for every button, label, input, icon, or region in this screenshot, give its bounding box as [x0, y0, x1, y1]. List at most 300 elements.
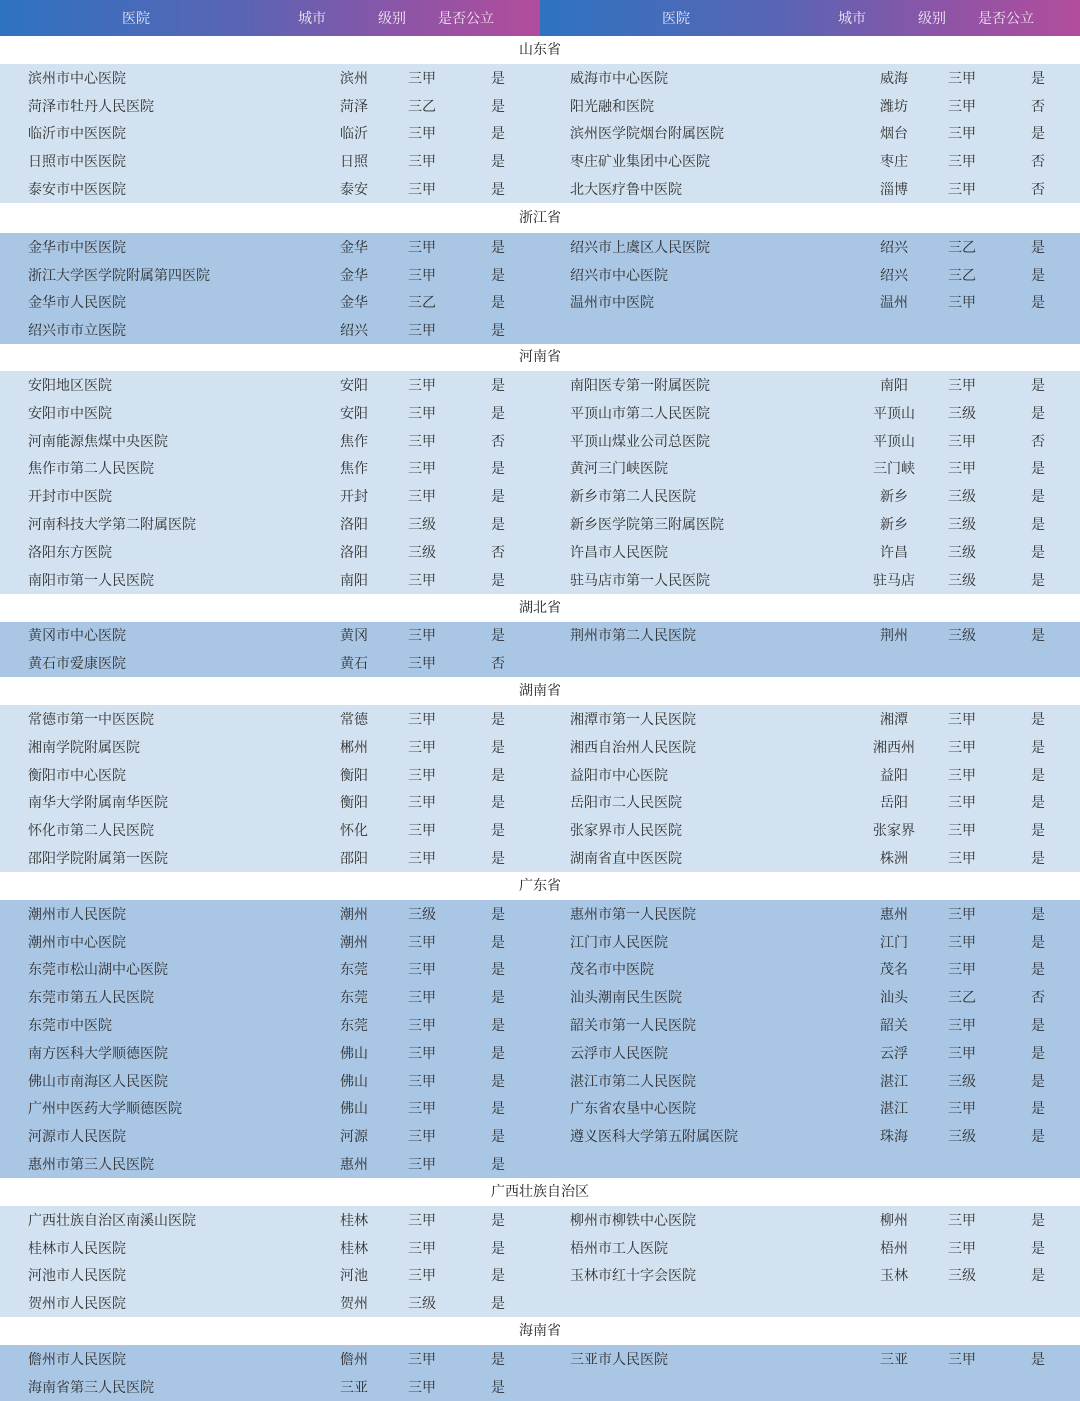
public-status-cell: 是: [491, 267, 505, 284]
table-header-right: [540, 0, 1080, 36]
hospital-name: 东莞市第五人民医院: [28, 990, 154, 1007]
public-status-cell: 是: [491, 378, 505, 395]
table-row: [540, 371, 1080, 399]
city-cell: 惠州: [340, 1156, 368, 1173]
level-cell: 三甲: [408, 795, 436, 812]
table-row: [540, 510, 1080, 538]
public-status-cell: 是: [1031, 1268, 1045, 1285]
table-row: [540, 261, 1080, 289]
level-cell: 三甲: [948, 823, 976, 840]
city-cell: 驻马店: [873, 572, 915, 589]
city-cell: 黄冈: [340, 628, 368, 645]
table-row: [0, 705, 540, 733]
level-cell: 三甲: [948, 154, 976, 171]
public-status-cell: 是: [491, 1268, 505, 1285]
level-cell: 三甲: [408, 378, 436, 395]
right-column: [540, 64, 1080, 203]
table-row: [540, 233, 1080, 261]
city-cell: 江门: [880, 934, 908, 951]
public-status-cell: 是: [1031, 1129, 1045, 1146]
public-status-cell: 是: [491, 98, 505, 115]
public-status-cell: 是: [1031, 572, 1045, 589]
hospital-name: 许昌市人民医院: [570, 544, 668, 561]
public-status-cell: 是: [491, 1379, 505, 1396]
level-cell: 三甲: [948, 1351, 976, 1368]
table-row: [0, 1234, 540, 1262]
hospital-name: 怀化市第二人民医院: [28, 823, 154, 840]
public-status-cell: 是: [491, 767, 505, 784]
city-cell: 平顶山: [873, 405, 915, 422]
hospital-name: 张家界市人民医院: [570, 823, 682, 840]
level-cell: 三甲: [948, 934, 976, 951]
city-cell: 许昌: [880, 544, 908, 561]
hospital-name: 绍兴市市立医院: [28, 323, 126, 340]
level-cell: 三甲: [408, 1240, 436, 1257]
city-cell: 常德: [340, 712, 368, 729]
hospital-name: 三亚市人民医院: [570, 1351, 668, 1368]
public-status-cell: 是: [491, 1018, 505, 1034]
level-cell: 三甲: [408, 962, 436, 979]
level-cell: 三甲: [948, 1212, 976, 1229]
province-heading: 浙江省: [0, 203, 1080, 233]
city-cell: 佛山: [340, 1045, 368, 1062]
table-row: [0, 733, 540, 761]
hospital-name: 新乡医学院第三附属医院: [570, 517, 724, 534]
city-cell: 云浮: [880, 1045, 908, 1062]
city-cell: 焦作: [340, 433, 368, 450]
hospital-name: 开封市中医院: [28, 489, 112, 506]
city-cell: 河源: [340, 1129, 368, 1146]
level-cell: 三甲: [408, 405, 436, 422]
hospital-name: 茂名市中医院: [570, 962, 654, 979]
public-status-cell: 是: [1031, 739, 1045, 756]
public-status-cell: 否: [491, 433, 505, 450]
right-column: [540, 1345, 1080, 1401]
table-row: [540, 1039, 1080, 1067]
hospital-name: 安阳地区医院: [28, 378, 112, 395]
public-status-cell: 是: [1031, 517, 1045, 534]
level-cell: 三甲: [408, 323, 436, 340]
public-status-cell: 是: [491, 962, 505, 979]
city-cell: 三亚: [340, 1379, 368, 1396]
left-column: [0, 371, 540, 593]
public-status-cell: 是: [1031, 295, 1045, 312]
city-cell: 日照: [340, 154, 368, 171]
public-status-cell: 是: [491, 295, 505, 312]
city-cell: 衡阳: [340, 767, 368, 784]
level-cell: 三甲: [948, 1018, 976, 1034]
hospital-name: 黄石市爱康医院: [28, 656, 126, 673]
table-row: [540, 622, 1080, 650]
table-row: [0, 844, 540, 872]
city-cell: 绍兴: [880, 239, 908, 256]
hospital-name: 常德市第一中医医院: [28, 712, 154, 729]
left-column: [0, 233, 540, 344]
city-cell: 安阳: [340, 405, 368, 422]
hospital-name: 南阳医专第一附属医院: [570, 378, 710, 395]
level-cell: 三甲: [408, 1156, 436, 1173]
public-status-cell: 是: [491, 712, 505, 729]
table-row: [540, 1373, 1080, 1401]
hospital-name: 湘潭市第一人民医院: [570, 712, 696, 729]
level-cell: 三甲: [948, 1240, 976, 1257]
level-cell: 三级: [408, 544, 436, 561]
hospital-table-body: [0, 36, 1080, 1401]
public-status-cell: 是: [1031, 267, 1045, 284]
level-cell: 三甲: [408, 628, 436, 645]
right-column: [540, 1206, 1080, 1317]
level-cell: 三乙: [948, 990, 976, 1007]
public-status-cell: 是: [491, 489, 505, 506]
table-row: [540, 566, 1080, 594]
level-cell: 三级: [948, 544, 976, 561]
city-cell: 张家界: [873, 823, 915, 840]
level-cell: 三乙: [948, 267, 976, 284]
city-cell: 湛江: [880, 1101, 908, 1118]
public-status-cell: 是: [1031, 461, 1045, 478]
right-column: [540, 371, 1080, 593]
header-city: 城市: [838, 11, 866, 27]
city-cell: 温州: [880, 295, 908, 312]
level-cell: 三级: [408, 1296, 436, 1313]
table-row: [0, 1345, 540, 1373]
hospital-name: 浙江大学医学院附属第四医院: [28, 267, 210, 284]
hospital-name: 湘西自治州人民医院: [570, 739, 696, 756]
level-cell: 三甲: [948, 461, 976, 478]
hospital-name: 衡阳市中心医院: [28, 767, 126, 784]
public-status-cell: 是: [491, 239, 505, 256]
public-status-cell: 是: [1031, 1101, 1045, 1118]
table-row: [0, 289, 540, 317]
public-status-cell: 是: [491, 1101, 505, 1118]
hospital-name: 云浮市人民医院: [570, 1045, 668, 1062]
table-row: [0, 233, 540, 261]
public-status-cell: 是: [1031, 712, 1045, 729]
table-row: [0, 1289, 540, 1317]
left-column: [0, 900, 540, 1178]
city-cell: 金华: [340, 267, 368, 284]
level-cell: 三甲: [948, 906, 976, 923]
hospital-name: 儋州市人民医院: [28, 1351, 126, 1368]
table-row: [540, 816, 1080, 844]
left-column: [0, 1206, 540, 1317]
table-row: [0, 1373, 540, 1401]
province-heading: 河南省: [0, 344, 1080, 371]
public-status-cell: 是: [1031, 544, 1045, 561]
city-cell: 湘潭: [880, 712, 908, 729]
public-status-cell: 否: [491, 544, 505, 561]
left-column: [0, 1345, 540, 1401]
city-cell: 洛阳: [340, 517, 368, 534]
hospital-name: 北大医疗鲁中医院: [570, 182, 682, 199]
city-cell: 茂名: [880, 962, 908, 979]
city-cell: 贺州: [340, 1296, 368, 1313]
city-cell: 绍兴: [880, 267, 908, 284]
city-cell: 淄博: [880, 182, 908, 199]
level-cell: 三甲: [408, 1018, 436, 1034]
hospital-name: 遵义医科大学第五附属医院: [570, 1129, 738, 1146]
city-cell: 潮州: [340, 934, 368, 951]
table-row: [0, 900, 540, 928]
header-hospital: 医院: [122, 11, 150, 27]
level-cell: 三乙: [408, 98, 436, 115]
level-cell: 三级: [948, 1268, 976, 1285]
table-header: [0, 0, 1080, 36]
table-row: [540, 64, 1080, 92]
city-cell: 东莞: [340, 990, 368, 1007]
public-status-cell: 是: [491, 182, 505, 199]
public-status-cell: 是: [491, 461, 505, 478]
public-status-cell: 是: [491, 823, 505, 840]
table-row: [540, 482, 1080, 510]
level-cell: 三级: [408, 906, 436, 923]
hospital-name: 黄河三门峡医院: [570, 461, 668, 478]
hospital-name: 湘南学院附属医院: [28, 739, 140, 756]
hospital-name: 广州中医药大学顺德医院: [28, 1101, 182, 1118]
hospital-name: 柳州市柳铁中心医院: [570, 1212, 696, 1229]
public-status-cell: 否: [1031, 154, 1045, 171]
city-cell: 潮州: [340, 906, 368, 923]
table-row: [540, 1011, 1080, 1039]
table-row: [540, 92, 1080, 120]
header-city: 城市: [298, 11, 326, 27]
table-row: [540, 1095, 1080, 1123]
city-cell: 安阳: [340, 378, 368, 395]
public-status-cell: 是: [491, 323, 505, 340]
hospital-name: 江门市人民医院: [570, 934, 668, 951]
table-row: [0, 1261, 540, 1289]
city-cell: 益阳: [880, 767, 908, 784]
city-cell: 汕头: [880, 990, 908, 1007]
left-column: [0, 705, 540, 872]
city-cell: 新乡: [880, 489, 908, 506]
public-status-cell: 是: [491, 1351, 505, 1368]
level-cell: 三甲: [408, 934, 436, 951]
hospital-name: 惠州市第一人民医院: [570, 906, 696, 923]
city-cell: 南阳: [880, 378, 908, 395]
header-level: 级别: [918, 11, 946, 27]
table-row: [540, 1206, 1080, 1234]
public-status-cell: 是: [1031, 1240, 1045, 1257]
table-row: [540, 1345, 1080, 1373]
city-cell: 金华: [340, 295, 368, 312]
hospital-name: 河池市人民医院: [28, 1268, 126, 1285]
table-row: [0, 510, 540, 538]
table-row: [540, 455, 1080, 483]
hospital-name: 南华大学附属南华医院: [28, 795, 168, 812]
hospital-name: 绍兴市上虞区人民医院: [570, 239, 710, 256]
province-section: [0, 622, 1080, 678]
table-row: [540, 1289, 1080, 1317]
level-cell: 三甲: [408, 656, 436, 673]
city-cell: 河池: [340, 1268, 368, 1285]
public-status-cell: 是: [491, 851, 505, 868]
hospital-name: 黄冈市中心医院: [28, 628, 126, 645]
level-cell: 三级: [948, 1129, 976, 1146]
province-heading: 山东省: [0, 36, 1080, 64]
public-status-cell: 是: [1031, 126, 1045, 143]
level-cell: 三甲: [408, 1212, 436, 1229]
table-row: [0, 147, 540, 175]
level-cell: 三甲: [408, 433, 436, 450]
table-row: [0, 928, 540, 956]
hospital-name: 广东省农垦中心医院: [570, 1101, 696, 1118]
level-cell: 三甲: [408, 154, 436, 171]
public-status-cell: 是: [491, 934, 505, 951]
public-status-cell: 是: [1031, 239, 1045, 256]
hospital-name: 邵阳学院附属第一医院: [28, 851, 168, 868]
hospital-name: 金华市人民医院: [28, 295, 126, 312]
table-row: [0, 761, 540, 789]
table-row: [540, 733, 1080, 761]
public-status-cell: 是: [491, 1296, 505, 1313]
city-cell: 平顶山: [873, 433, 915, 450]
city-cell: 儋州: [340, 1351, 368, 1368]
hospital-name: 洛阳东方医院: [28, 544, 112, 561]
level-cell: 三级: [948, 572, 976, 589]
level-cell: 三甲: [948, 126, 976, 143]
right-column: [540, 705, 1080, 872]
public-status-cell: 否: [1031, 98, 1045, 115]
table-row: [540, 983, 1080, 1011]
public-status-cell: 是: [1031, 767, 1045, 784]
level-cell: 三甲: [948, 1045, 976, 1062]
level-cell: 三甲: [408, 70, 436, 87]
city-cell: 株洲: [880, 851, 908, 868]
hospital-name: 绍兴市中心医院: [570, 267, 668, 284]
city-cell: 湘西州: [873, 739, 915, 756]
table-row: [0, 1095, 540, 1123]
table-row: [540, 900, 1080, 928]
table-row: [540, 1234, 1080, 1262]
province-heading: 湖北省: [0, 594, 1080, 622]
level-cell: 三乙: [408, 295, 436, 312]
public-status-cell: 是: [491, 154, 505, 171]
hospital-name: 玉林市红十字会医院: [570, 1268, 696, 1285]
table-row: [540, 147, 1080, 175]
level-cell: 三甲: [948, 433, 976, 450]
public-status-cell: 否: [1031, 182, 1045, 199]
hospital-name: 温州市中医院: [570, 295, 654, 312]
city-cell: 荆州: [880, 628, 908, 645]
table-row: [540, 844, 1080, 872]
city-cell: 佛山: [340, 1073, 368, 1090]
level-cell: 三甲: [408, 572, 436, 589]
public-status-cell: 否: [491, 656, 505, 673]
level-cell: 三级: [408, 517, 436, 534]
city-cell: 开封: [340, 489, 368, 506]
table-row: [540, 649, 1080, 677]
province-heading: 海南省: [0, 1317, 1080, 1345]
table-row: [540, 956, 1080, 984]
header-hospital: 医院: [662, 11, 690, 27]
city-cell: 金华: [340, 239, 368, 256]
public-status-cell: 是: [491, 70, 505, 87]
left-column: [0, 64, 540, 203]
table-row: [540, 705, 1080, 733]
city-cell: 邵阳: [340, 851, 368, 868]
table-row: [0, 1011, 540, 1039]
public-status-cell: 是: [1031, 851, 1045, 868]
left-column: [0, 622, 540, 678]
hospital-name: 贺州市人民医院: [28, 1296, 126, 1313]
city-cell: 珠海: [880, 1129, 908, 1146]
hospital-name: 潮州市人民医院: [28, 906, 126, 923]
public-status-cell: 是: [1031, 962, 1045, 979]
level-cell: 三甲: [948, 962, 976, 979]
right-column: [540, 233, 1080, 344]
province-heading: 广西壮族自治区: [0, 1178, 1080, 1206]
city-cell: 三门峡: [873, 461, 915, 478]
hospital-name: 威海市中心医院: [570, 70, 668, 87]
public-status-cell: 是: [1031, 795, 1045, 812]
table-row: [0, 983, 540, 1011]
table-row: [0, 92, 540, 120]
table-row: [540, 175, 1080, 203]
city-cell: 洛阳: [340, 544, 368, 561]
public-status-cell: 否: [1031, 433, 1045, 450]
level-cell: 三甲: [408, 767, 436, 784]
level-cell: 三甲: [408, 267, 436, 284]
table-row: [0, 1206, 540, 1234]
table-row: [540, 1122, 1080, 1150]
table-row: [540, 789, 1080, 817]
table-row: [0, 956, 540, 984]
hospital-name: 梧州市工人医院: [570, 1240, 668, 1257]
level-cell: 三甲: [408, 1379, 436, 1396]
hospital-name: 南阳市第一人民医院: [28, 572, 154, 589]
table-row: [540, 1150, 1080, 1178]
city-cell: 焦作: [340, 461, 368, 478]
table-row: [540, 289, 1080, 317]
city-cell: 玉林: [880, 1268, 908, 1285]
hospital-name: 东莞市松山湖中心医院: [28, 962, 168, 979]
level-cell: 三级: [948, 628, 976, 645]
level-cell: 三甲: [948, 378, 976, 395]
level-cell: 三甲: [408, 851, 436, 868]
level-cell: 三甲: [408, 739, 436, 756]
hospital-name: 湛江市第二人民医院: [570, 1073, 696, 1090]
hospital-name: 河南能源焦煤中央医院: [28, 433, 168, 450]
level-cell: 三甲: [408, 712, 436, 729]
public-status-cell: 是: [1031, 378, 1045, 395]
level-cell: 三甲: [408, 823, 436, 840]
province-section: [0, 705, 1080, 872]
table-row: [540, 399, 1080, 427]
city-cell: 枣庄: [880, 154, 908, 171]
city-cell: 桂林: [340, 1240, 368, 1257]
city-cell: 东莞: [340, 1018, 368, 1034]
table-row: [0, 427, 540, 455]
public-status-cell: 是: [1031, 405, 1045, 422]
level-cell: 三甲: [408, 1351, 436, 1368]
public-status-cell: 是: [1031, 934, 1045, 951]
city-cell: 滨州: [340, 70, 368, 87]
level-cell: 三级: [948, 1073, 976, 1090]
header-public: 是否公立: [978, 11, 1034, 27]
city-cell: 湛江: [880, 1073, 908, 1090]
hospital-name: 南方医科大学顺德医院: [28, 1045, 168, 1062]
public-status-cell: 是: [491, 1156, 505, 1173]
level-cell: 三甲: [408, 239, 436, 256]
public-status-cell: 否: [1031, 990, 1045, 1007]
table-row: [0, 1122, 540, 1150]
public-status-cell: 是: [1031, 1351, 1045, 1368]
table-row: [0, 789, 540, 817]
public-status-cell: 是: [1031, 823, 1045, 840]
city-cell: 梧州: [880, 1240, 908, 1257]
city-cell: 柳州: [880, 1212, 908, 1229]
